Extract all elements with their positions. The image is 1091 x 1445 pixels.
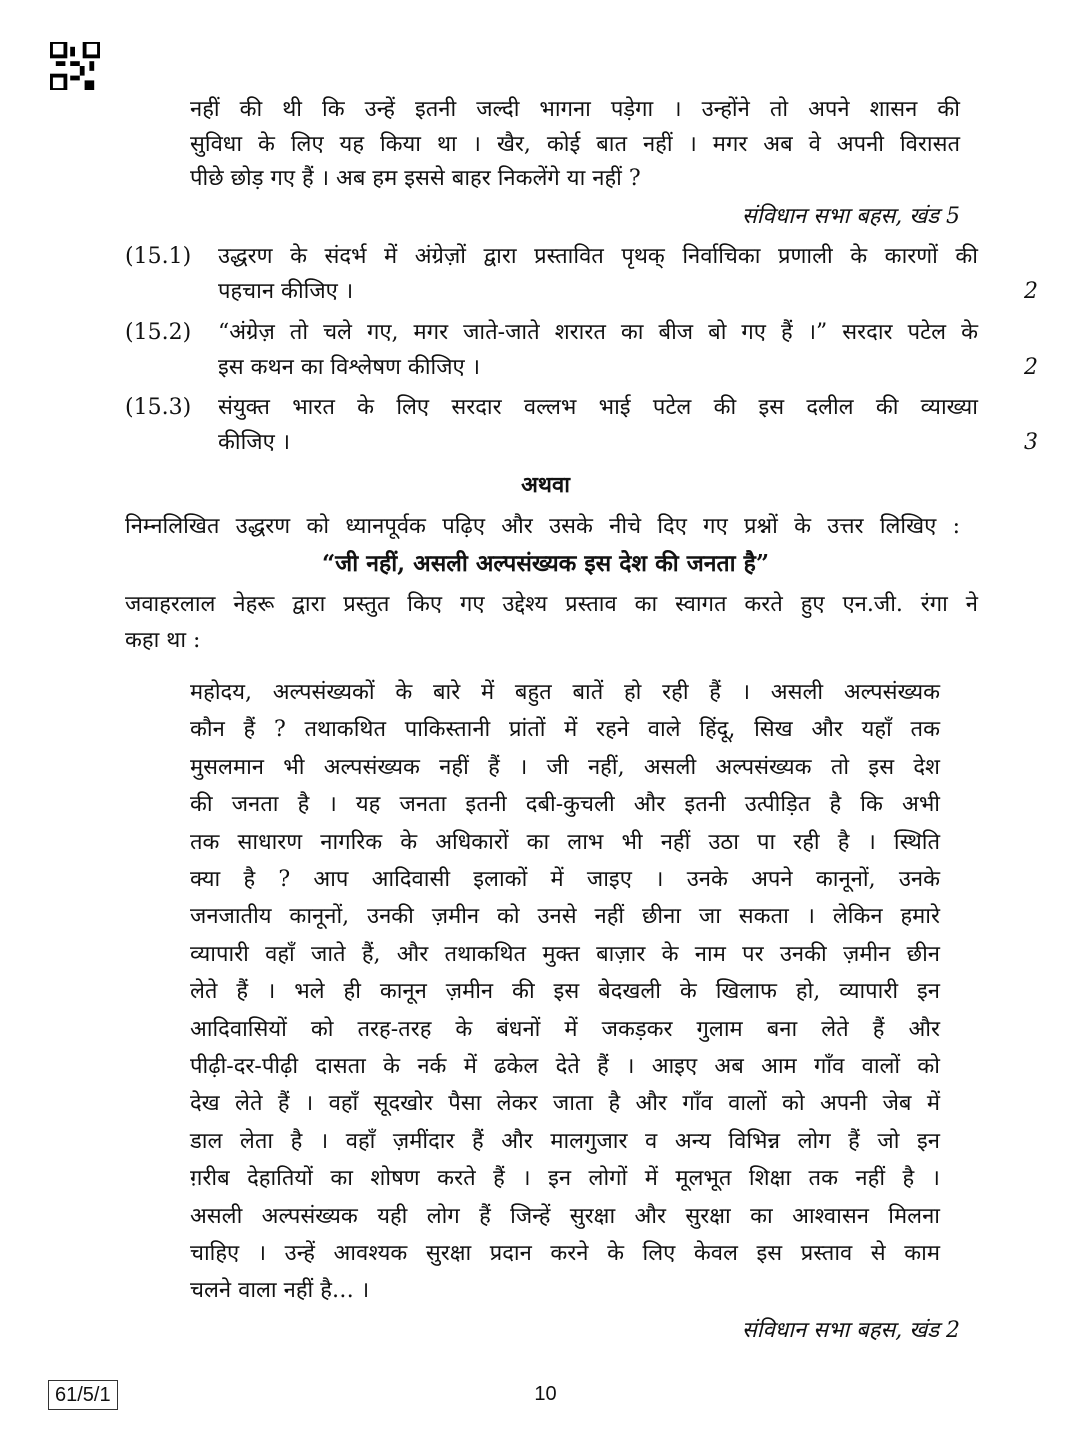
question-number: (15.1): [125, 244, 192, 269]
passage-line: पीछे छोड़ गए हैं । अब हम इससे बाहर निकलेंगे या नहीं ?: [190, 166, 641, 191]
question-number: (15.3): [125, 395, 192, 420]
page-number: 10: [534, 1383, 557, 1405]
quote-line: लेते हैं । भले ही कानून ज़मीन की इस बेदखली के खिलाफ हो, व्यापारी इन: [190, 979, 940, 1005]
quote-line: कौन हैं ? तथाकथित पाकिस्तानी प्रांतों में रहने वाले हिंदू, सिख और यहाँ तक: [190, 717, 940, 743]
marks: 2: [1024, 279, 1038, 304]
passage-title: “जी नहीं, असली अल्पसंख्यक इस देश की जनता है”: [321, 550, 770, 577]
question-number: (15.2): [125, 320, 192, 345]
marks: 3: [1024, 430, 1038, 455]
quote-line: जनजातीय कानूनों, उनकी ज़मीन को उनसे नहीं छीना जा सकता । लेकिन हमारे: [190, 904, 940, 930]
intro-line: कहा था :: [125, 628, 201, 653]
citation: संविधान सभा बहस, खंड 5: [741, 204, 960, 229]
quote-line: आदिवासियों को तरह-तरह के बंधनों में जकड़कर गुलाम बना लेते हैं और: [190, 1016, 940, 1042]
quote-line: ग़रीब देहातियों का शोषण करते हैं । इन लोगों में मूलभूत शिक्षा तक नहीं है ।: [190, 1166, 940, 1192]
quote-line: व्यापारी वहाँ जाते हैं, और तथाकथित मुक्त बाज़ार के नाम पर उनकी ज़मीन छीन: [190, 941, 940, 967]
quote-line: देख लेते हैं । वहाँ सूदखोर पैसा लेकर जाता है और गाँव वालों को अपनी जेब में: [190, 1091, 940, 1117]
passage-line: सुविधा के लिए यह किया था । खैर, कोई बात नहीं । मगर अब वे अपनी विरासत: [190, 132, 960, 157]
question-text: संयुक्त भारत के लिए सरदार वल्लभ भाई पटेल की इस दलील की व्याख्या: [218, 395, 978, 420]
question-text: इस कथन का विश्लेषण कीजिए ।: [218, 355, 481, 380]
or-heading: अथवा: [521, 472, 570, 498]
instruction: निम्नलिखित उद्धरण को ध्यानपूर्वक पढ़िए और उसके नीचे दिए गए प्रश्नों के उत्तर लिखिए :: [125, 514, 960, 539]
citation: संविधान सभा बहस, खंड 2: [741, 1318, 960, 1343]
quote-line: की जनता है । यह जनता इतनी दबी-कुचली और इतनी उत्पीड़ित है कि अभी: [190, 792, 940, 818]
question-text: उद्धरण के संदर्भ में अंग्रेज़ों द्वारा प्रस्तावित पृथक् निर्वाचिका प्रणाली के कारणों की: [218, 244, 978, 269]
quote-line: चाहिए । उन्हें आवश्यक सुरक्षा प्रदान करने के लिए केवल इस प्रस्ताव से काम: [190, 1241, 940, 1266]
quote-line: क्या है ? आप आदिवासी इलाकों में जाइए । उनके अपने कानूनों, उनके: [190, 867, 940, 892]
quote-line: चलने वाला नहीं है… ।: [190, 1278, 370, 1304]
marks: 2: [1024, 355, 1038, 380]
quote-line: तक साधारण नागरिक के अधिकारों का लाभ भी नहीं उठा पा रही है । स्थिति: [190, 829, 940, 855]
quote-line: मुसलमान भी अल्पसंख्यक नहीं हैं । जी नहीं, असली अल्पसंख्यक तो इस देश: [190, 754, 940, 780]
qr-code-icon: [50, 42, 100, 90]
paper-code: 61/5/1: [48, 1380, 118, 1410]
passage-line: नहीं की थी कि उन्हें इतनी जल्दी भागना पड़ेगा । उन्होंने तो अपने शासन की: [190, 97, 960, 122]
quote-line: डाल लेता है । वहाँ ज़मींदार हैं और मालगुजार व अन्य विभिन्न लोग हैं जो इन: [190, 1128, 940, 1154]
quote-line: महोदय, अल्पसंख्यकों के बारे में बहुत बातें हो रही हैं । असली अल्पसंख्यक: [190, 680, 940, 705]
quote-line: असली अल्पसंख्यक यही लोग हैं जिन्हें सुरक्षा और सुरक्षा का आश्वासन मिलना: [190, 1203, 940, 1229]
question-text: “अंग्रेज़ तो चले गए, मगर जाते-जाते शरारत का बीज बो गए हैं ।” सरदार पटेल के: [218, 320, 978, 345]
question-text: कीजिए ।: [218, 430, 291, 455]
quote-line: पीढ़ी-दर-पीढ़ी दासता के नर्क में ढकेल देते हैं । आइए अब आम गाँव वालों को: [190, 1054, 940, 1079]
intro-line: जवाहरलाल नेहरू द्वारा प्रस्तुत किए गए उद्देश्य प्रस्ताव का स्वागत करते हुए एन.जी. रंगा ने: [125, 592, 978, 617]
question-text: पहचान कीजिए ।: [218, 279, 354, 304]
